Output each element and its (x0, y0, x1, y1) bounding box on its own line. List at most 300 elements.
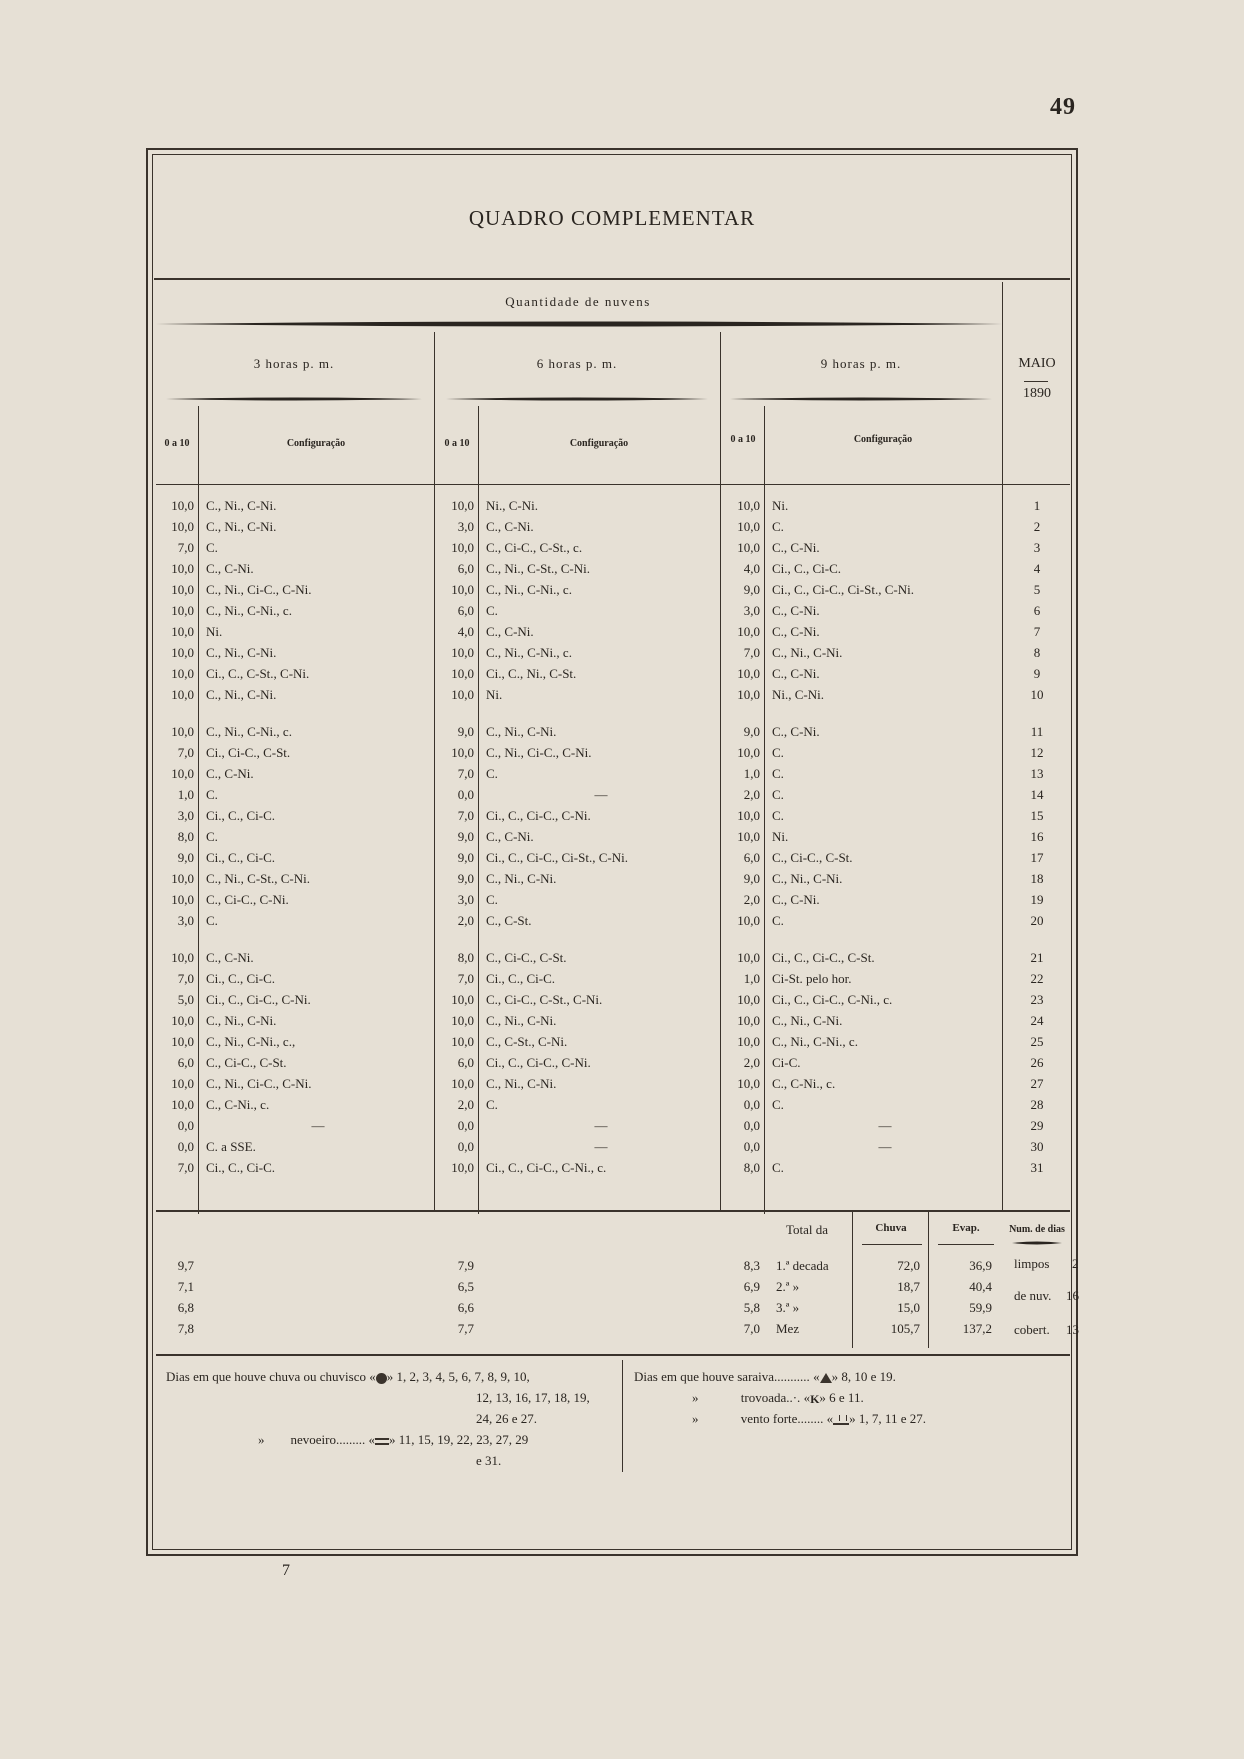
cloud-amount-6pm: 10,0 (451, 582, 474, 597)
cloud-config-6pm: — (594, 787, 608, 802)
month-label: MAIO (1018, 356, 1056, 371)
rain-days-1: 1, 2, 3, 4, 5, 6, 7, 8, 9, 10, (396, 1369, 530, 1384)
cloud-config-3pm: C., Ni., Ci-C., C-Ni. (206, 1076, 312, 1091)
total-chuva: 18,7 (897, 1279, 920, 1294)
totals-divider-2 (928, 1212, 929, 1348)
cloud-amount-6pm: 10,0 (451, 666, 474, 681)
totals-header: Total da (786, 1222, 829, 1237)
nuv-label: de nuv. (1014, 1288, 1052, 1303)
cloud-config-3pm: — (311, 1118, 325, 1133)
cloud-amount-9pm: 10,0 (737, 745, 760, 760)
day-number: 11 (1030, 724, 1044, 739)
cloud-config-3pm: C., Ni., C-Ni., c., (206, 1034, 296, 1049)
cloud-config-6pm: C., Ni., C-St., C-Ni. (486, 561, 591, 576)
day-number: 4 (1033, 561, 1041, 576)
cloud-config-3pm: C., Ni., C-Ni. (206, 498, 277, 513)
day-number: 25 (1030, 1034, 1044, 1049)
cloud-config-3pm: C. (206, 913, 218, 928)
cloud-config-6pm: C., Ni., C-Ni. (486, 1013, 557, 1028)
day-number: 6 (1033, 603, 1041, 618)
cloud-amount-6pm: 6,0 (457, 603, 474, 618)
cloud-amount-6pm: 6,0 (457, 1055, 474, 1070)
cloud-config-9pm: — (878, 1118, 892, 1133)
divider-month (1002, 282, 1003, 1212)
cloud-config-3pm: C. (206, 787, 218, 802)
day-number: 7 (1033, 624, 1041, 639)
evap-header: Evap. (952, 1222, 980, 1234)
cloud-config-3pm: C. (206, 829, 218, 844)
cloud-amount-9pm: 10,0 (737, 666, 760, 681)
day-number: 31 (1030, 1160, 1044, 1175)
period-header-6pm: 6 horas p. m. (536, 356, 618, 371)
cloud-amount-6pm: 0,0 (457, 1139, 474, 1154)
cloud-config-6pm: C., Ni., C-Ni. (486, 724, 557, 739)
cloud-amount-9pm: 6,0 (743, 850, 760, 865)
average-v9-3: 7,0 (743, 1321, 760, 1336)
title-area (154, 156, 1070, 280)
cloud-amount-9pm: 2,0 (743, 787, 760, 802)
cloud-amount-6pm: 10,0 (451, 1034, 474, 1049)
day-number: 12 (1030, 745, 1044, 760)
cloud-amount-6pm: 10,0 (451, 498, 474, 513)
day-number: 9 (1033, 666, 1041, 681)
cloud-config-3pm: Ci., C., Ci-C. (206, 1160, 275, 1175)
period-swell-9pm (730, 396, 992, 402)
cloud-amount-9pm: 7,0 (743, 645, 760, 660)
cloud-config-9pm: C. (772, 766, 784, 781)
thunder-days: 6 e 11. (829, 1390, 864, 1405)
cloud-config-9pm: C., Ci-C., C-St. (772, 850, 853, 865)
cloud-amount-6pm: 2,0 (457, 1097, 474, 1112)
cloud-amount-9pm: 9,0 (743, 871, 760, 886)
cloud-amount-6pm: 9,0 (457, 871, 474, 886)
thunder-prefix: » (692, 1390, 699, 1405)
cloud-config-9pm: Ci-C. (772, 1055, 801, 1070)
config-header-6pm: Configuração (569, 438, 629, 449)
cloud-config-3pm: C., Ni., C-St., C-Ni. (206, 871, 311, 886)
average-v9-2: 5,8 (743, 1300, 760, 1315)
num-dias-header: Num. de dias (1009, 1224, 1065, 1235)
cloud-config-9pm: C., C-Ni. (772, 540, 820, 555)
cloud-amount-3pm: 10,0 (171, 645, 194, 660)
period-header-3pm: 3 horas p. m. (253, 356, 335, 371)
cloud-amount-6pm: 0,0 (457, 1118, 474, 1133)
cloud-amount-6pm: 7,0 (457, 971, 474, 986)
average-v3-2: 6,8 (177, 1300, 194, 1315)
cloud-amount-9pm: 10,0 (737, 498, 760, 513)
cloud-config-9pm: C. (772, 519, 784, 534)
cloud-amount-9pm: 2,0 (743, 1055, 760, 1070)
summary-rule (156, 1210, 1070, 1212)
limpos-value: 2 (1072, 1256, 1079, 1271)
cloud-amount-3pm: 7,0 (177, 745, 194, 760)
chuva-header-rule (862, 1244, 922, 1245)
footer-signature: 7 (282, 1562, 290, 1579)
cloud-config-6pm: C. (486, 766, 498, 781)
day-number: 26 (1030, 1055, 1044, 1070)
day-number: 18 (1030, 871, 1044, 886)
cloud-amount-6pm: 10,0 (451, 992, 474, 1007)
cloud-amount-3pm: 10,0 (171, 1097, 194, 1112)
cloud-amount-9pm: 2,0 (743, 892, 760, 907)
rain-days-line-3: 24, 26 e 27. (476, 1411, 538, 1426)
cloud-amount-6pm: 4,0 (457, 624, 474, 639)
cloud-amount-3pm: 10,0 (171, 666, 194, 681)
cloud-config-9pm: C., Ni., C-Ni. (772, 645, 843, 660)
scale-header-6pm: 0 a 10 (444, 438, 470, 449)
hail-triangle-icon (820, 1373, 832, 1383)
cloud-config-6pm: — (594, 1118, 608, 1133)
nuv-value: 16 (1066, 1288, 1079, 1303)
cloud-config-9pm: C. (772, 808, 784, 823)
day-number: 13 (1030, 766, 1044, 781)
cloud-config-9pm: C., C-Ni. (772, 724, 820, 739)
cloud-amount-6pm: 10,0 (451, 687, 474, 702)
cloud-amount-6pm: 0,0 (457, 787, 474, 802)
cloud-config-3pm: C., C-Ni. (206, 561, 254, 576)
period-swell-3pm (166, 396, 422, 402)
cloud-amount-9pm: 10,0 (737, 913, 760, 928)
cloud-amount-3pm: 3,0 (177, 808, 194, 823)
cloud-config-3pm: Ci., C., Ci-C., C-Ni. (206, 992, 311, 1007)
cloud-amount-9pm: 4,0 (743, 561, 760, 576)
scale-header-9pm: 0 a 10 (730, 434, 756, 445)
cobert-value: 13 (1066, 1322, 1079, 1337)
cloud-amount-6pm: 7,0 (457, 808, 474, 823)
average-v3-3: 7,8 (177, 1321, 194, 1336)
cloud-config-3pm: C. (206, 540, 218, 555)
scale-header-3pm: 0 a 10 (164, 438, 190, 449)
rain-label: Dias em que houve chuva ou chuvisco (166, 1369, 367, 1384)
cloud-amount-3pm: 10,0 (171, 519, 194, 534)
cloud-amount-9pm: 10,0 (737, 519, 760, 534)
cloud-config-6pm: Ci., C., Ci-C., C-Ni. (486, 1055, 591, 1070)
cloud-config-6pm: C., Ci-C., C-St., C-Ni. (486, 992, 603, 1007)
total-evap: 59,9 (969, 1300, 992, 1315)
average-v9-1: 6,9 (743, 1279, 760, 1294)
day-number: 19 (1030, 892, 1044, 907)
day-number: 16 (1030, 829, 1044, 844)
cloud-config-3pm: C. a SSE. (206, 1139, 256, 1154)
cloud-amount-9pm: 9,0 (743, 724, 760, 739)
cloud-config-3pm: Ci., C., C-St., C-Ni. (206, 666, 310, 681)
day-number: 2 (1033, 519, 1041, 534)
cloud-amount-6pm: 10,0 (451, 745, 474, 760)
legend-top-rule (156, 1354, 1070, 1356)
cloud-config-9pm: Ci., C., Ci-C. (772, 561, 841, 576)
average-v6-0: 7,9 (457, 1258, 474, 1273)
cloud-amount-3pm: 0,0 (177, 1118, 194, 1133)
hail-legend: Dias em que houve saraiva........... « » 8, 10 e 19. (634, 1369, 896, 1384)
fog-lines-icon (375, 1438, 389, 1445)
cloud-config-9pm: C., Ni., C-Ni. (772, 1013, 843, 1028)
day-number: 30 (1030, 1139, 1044, 1154)
cloud-config-9pm: Ni. (772, 498, 789, 513)
cloud-amount-3pm: 10,0 (171, 561, 194, 576)
cloud-amount-6pm: 10,0 (451, 1013, 474, 1028)
divider-period-3-6 (434, 332, 435, 1212)
cloud-config-6pm: Ci., C., Ci-C., Ci-St., C-Ni. (486, 850, 628, 865)
cloud-config-9pm: Ci., C., Ci-C., C-Ni., c. (772, 992, 893, 1007)
cloud-amount-3pm: 10,0 (171, 498, 194, 513)
cloud-config-9pm: C., C-Ni. (772, 666, 820, 681)
total-chuva: 105,7 (890, 1321, 920, 1336)
period-swell-6pm (446, 396, 708, 402)
cloud-amount-6pm: 9,0 (457, 850, 474, 865)
day-number: 1 (1033, 498, 1041, 513)
total-chuva: 72,0 (897, 1258, 920, 1273)
cloud-amount-6pm: 9,0 (457, 724, 474, 739)
day-number: 17 (1030, 850, 1044, 865)
day-number: 10 (1030, 687, 1044, 702)
evap-header-rule (938, 1244, 994, 1245)
cloud-amount-6pm: 3,0 (457, 519, 474, 534)
cloud-config-6pm: C., Ni., C-Ni. (486, 1076, 557, 1091)
day-number: 15 (1030, 808, 1044, 823)
cloud-config-3pm: C., C-Ni. (206, 766, 254, 781)
chuva-header: Chuva (875, 1222, 907, 1234)
cobert-label: cobert. (1014, 1322, 1050, 1337)
cloud-amount-9pm: 9,0 (743, 582, 760, 597)
cloud-config-9pm: C., C-Ni. (772, 624, 820, 639)
cloud-amount-6pm: 6,0 (457, 561, 474, 576)
cloud-config-6pm: C., Ni., C-Ni., c. (486, 645, 572, 660)
cloud-amount-3pm: 7,0 (177, 1160, 194, 1175)
cloud-config-9pm: C. (772, 913, 784, 928)
cloud-config-3pm: Ci., C., Ci-C. (206, 808, 275, 823)
cloud-amount-3pm: 6,0 (177, 1055, 194, 1070)
cloud-amount-3pm: 10,0 (171, 724, 194, 739)
cloud-amount-3pm: 10,0 (171, 892, 194, 907)
cloud-amount-3pm: 8,0 (177, 829, 194, 844)
day-number: 29 (1030, 1118, 1044, 1133)
cloud-amount-6pm: 3,0 (457, 892, 474, 907)
config-header-9pm: Configuração (853, 434, 913, 445)
cloud-config-9pm: C. (772, 787, 784, 802)
average-v3-0: 9,7 (177, 1258, 194, 1273)
cloud-config-9pm: C. (772, 745, 784, 760)
cloud-amount-3pm: 7,0 (177, 971, 194, 986)
day-number: 5 (1033, 582, 1041, 597)
rain-dot-icon (376, 1373, 387, 1384)
cloud-amount-9pm: 10,0 (737, 687, 760, 702)
cloud-config-3pm: C., Ni., C-Ni., c. (206, 724, 292, 739)
cloud-amount-6pm: 8,0 (457, 950, 474, 965)
day-number: 28 (1030, 1097, 1044, 1112)
cloud-amount-6pm: 7,0 (457, 766, 474, 781)
cloud-amount-9pm: 10,0 (737, 624, 760, 639)
cloud-config-9pm: C. (772, 1097, 784, 1112)
quantity-swell-rule (156, 320, 1002, 328)
cloud-config-3pm: C., Ni., Ci-C., C-Ni. (206, 582, 312, 597)
cloud-config-3pm: Ci., C., Ci-C. (206, 850, 275, 865)
cloud-amount-3pm: 0,0 (177, 1139, 194, 1154)
rain-legend: Dias em que houve chuva ou chuvisco « » 1, 2, 3, 4, 5, 6, 7, 8, 9, 10, (166, 1369, 530, 1384)
cloud-amount-9pm: 10,0 (737, 540, 760, 555)
cloud-config-6pm: C. (486, 1097, 498, 1112)
cloud-amount-9pm: 0,0 (743, 1097, 760, 1112)
cloud-config-3pm: C., Ci-C., C-St. (206, 1055, 287, 1070)
day-number: 20 (1030, 913, 1044, 928)
cloud-config-9pm: Ni. (772, 829, 789, 844)
cloud-amount-9pm: 1,0 (743, 766, 760, 781)
total-label: 2.ª » (776, 1279, 800, 1294)
cloud-amount-6pm: 10,0 (451, 540, 474, 555)
cloud-config-9pm: C., C-Ni., c. (772, 1076, 836, 1091)
period-header-9pm: 9 horas p. m. (820, 356, 902, 371)
cloud-config-6pm: C., C-Ni. (486, 829, 534, 844)
cloud-amount-9pm: 10,0 (737, 808, 760, 823)
cloud-amount-9pm: 10,0 (737, 1076, 760, 1091)
cloud-amount-9pm: 1,0 (743, 971, 760, 986)
cloud-config-6pm: C., Ci-C., C-St. (486, 950, 567, 965)
day-number: 27 (1030, 1076, 1044, 1091)
cloud-amount-9pm: 8,0 (743, 1160, 760, 1175)
cloud-amount-6pm: 10,0 (451, 1076, 474, 1091)
cloud-config-6pm: Ci., C., Ci-C., C-Ni., c. (486, 1160, 607, 1175)
cloud-amount-9pm: 10,0 (737, 1013, 760, 1028)
cloud-amount-9pm: 10,0 (737, 950, 760, 965)
cloud-amount-3pm: 10,0 (171, 687, 194, 702)
cloud-config-3pm: Ci., Ci-C., C-St. (206, 745, 291, 760)
hail-days: 8, 10 e 19. (841, 1369, 896, 1384)
day-number: 8 (1033, 645, 1041, 660)
cloud-amount-3pm: 5,0 (177, 992, 194, 1007)
header-bottom-rule (156, 484, 1070, 485)
cloud-amount-3pm: 10,0 (171, 1034, 194, 1049)
cloud-amount-3pm: 10,0 (171, 624, 194, 639)
cloud-amount-3pm: 7,0 (177, 540, 194, 555)
month-rule (1024, 381, 1048, 382)
cloud-config-6pm: C., C-Ni. (486, 519, 534, 534)
cloud-config-3pm: C., Ni., C-Ni. (206, 519, 277, 534)
cloud-amount-3pm: 3,0 (177, 913, 194, 928)
cloud-amount-9pm: 0,0 (743, 1139, 760, 1154)
total-evap: 137,2 (962, 1321, 992, 1336)
total-evap: 40,4 (969, 1279, 992, 1294)
cloud-config-6pm: C., Ni., C-Ni., c. (486, 582, 572, 597)
cloud-amount-3pm: 10,0 (171, 582, 194, 597)
cloud-config-6pm: — (594, 1139, 608, 1154)
cloud-config-3pm: C., C-Ni. (206, 950, 254, 965)
cloud-config-6pm: C. (486, 892, 498, 907)
cloud-config-3pm: C., Ni., C-Ni. (206, 1013, 277, 1028)
cloud-amount-3pm: 10,0 (171, 1013, 194, 1028)
cloud-config-6pm: Ci., C., Ni., C-St. (486, 666, 577, 681)
day-number: 22 (1030, 971, 1044, 986)
cloud-config-9pm: C., Ni., C-Ni., c. (772, 1034, 858, 1049)
cloud-config-6pm: C. (486, 603, 498, 618)
average-v3-1: 7,1 (177, 1279, 194, 1294)
cloud-amount-6pm: 10,0 (451, 1160, 474, 1175)
cloud-config-6pm: C., Ci-C., C-St., c. (486, 540, 583, 555)
day-number: 3 (1033, 540, 1041, 555)
divider-scale-6pm (478, 406, 479, 1214)
wind-symbol-icon (833, 1415, 849, 1425)
cloud-config-9pm: C. (772, 1160, 784, 1175)
legend-divider (622, 1360, 623, 1472)
cloud-config-9pm: Ci., C., Ci-C., Ci-St., C-Ni. (772, 582, 914, 597)
divider-period-6-9 (720, 332, 721, 1212)
total-evap: 36,9 (969, 1258, 992, 1273)
fog-label: nevoeiro......... (290, 1432, 366, 1447)
average-v6-2: 6,6 (457, 1300, 474, 1315)
cloud-amount-3pm: 9,0 (177, 850, 194, 865)
fog-days-line-2: e 31. (476, 1453, 502, 1468)
day-number: 21 (1030, 950, 1044, 965)
cloud-config-3pm: C., C-Ni., c. (206, 1097, 270, 1112)
page-title: QUADRO COMPLEMENTAR (468, 206, 756, 230)
cloud-config-6pm: C., C-St. (486, 913, 532, 928)
cloud-config-3pm: C., Ni., C-Ni., c. (206, 603, 292, 618)
cloud-amount-3pm: 10,0 (171, 766, 194, 781)
thunder-legend: » trovoada..·. «K» 6 e 11. (692, 1387, 864, 1410)
cloud-amount-3pm: 10,0 (171, 1076, 194, 1091)
cloud-config-6pm: C., Ni., Ci-C., C-Ni. (486, 745, 592, 760)
cloud-amount-9pm: 0,0 (743, 1118, 760, 1133)
thunder-symbol-icon: K (810, 1391, 820, 1406)
wind-prefix: » (692, 1411, 699, 1426)
total-label: 3.ª » (776, 1300, 800, 1315)
cloud-config-3pm: C., Ni., C-Ni. (206, 645, 277, 660)
cloud-config-6pm: C., Ni., C-Ni. (486, 871, 557, 886)
cloud-config-9pm: Ci., C., Ci-C., C-St. (772, 950, 875, 965)
cloud-amount-3pm: 10,0 (171, 950, 194, 965)
fog-prefix: » (258, 1432, 265, 1447)
cloud-amount-6pm: 2,0 (457, 913, 474, 928)
cloud-config-6pm: Ni. (486, 687, 503, 702)
cloud-config-6pm: Ci., C., Ci-C., C-Ni. (486, 808, 591, 823)
cloud-amount-9pm: 10,0 (737, 992, 760, 1007)
cloud-config-9pm: Ni., C-Ni. (772, 687, 824, 702)
cloud-config-3pm: C., Ci-C., C-Ni. (206, 892, 289, 907)
wind-days: 1, 7, 11 e 27. (858, 1411, 926, 1426)
page-number: 49 (1050, 94, 1076, 120)
cloud-config-6pm: Ci., C., Ci-C. (486, 971, 555, 986)
thunder-label: trovoada..·. (740, 1390, 801, 1405)
hail-label: Dias em que houve saraiva........... (634, 1369, 810, 1384)
totals-divider-1 (852, 1212, 853, 1348)
cloud-config-3pm: Ci., C., Ci-C. (206, 971, 275, 986)
config-header-3pm: Configuração (286, 438, 346, 449)
rain-days-line-2: 12, 13, 16, 17, 18, 19, (476, 1390, 590, 1405)
cloud-amount-3pm: 10,0 (171, 871, 194, 886)
quantity-label: Quantidade de nuvens (505, 294, 651, 309)
cloud-config-9pm: C., Ni., C-Ni. (772, 871, 843, 886)
cloud-amount-3pm: 1,0 (177, 787, 194, 802)
wind-label: vento forte........ (740, 1411, 824, 1426)
limpos-label: limpos (1014, 1256, 1050, 1271)
cloud-config-9pm: C., C-Ni. (772, 892, 820, 907)
average-v9-0: 8,3 (743, 1258, 760, 1273)
cloud-config-6pm: C., C-St., C-Ni. (486, 1034, 568, 1049)
cloud-config-9pm: C., C-Ni. (772, 603, 820, 618)
wind-legend: » vento forte........ « » 1, 7, 11 e 27. (692, 1411, 926, 1426)
cloud-amount-9pm: 10,0 (737, 1034, 760, 1049)
cloud-config-9pm: — (878, 1139, 892, 1154)
day-number: 23 (1030, 992, 1044, 1007)
total-chuva: 15,0 (897, 1300, 920, 1315)
divider-scale-3pm (198, 406, 199, 1214)
fog-days-1: 11, 15, 19, 22, 23, 27, 29 (398, 1432, 529, 1447)
cloud-config-6pm: C., C-Ni. (486, 624, 534, 639)
divider-scale-9pm (764, 406, 765, 1214)
cloud-config-9pm: Ci-St. pelo hor. (772, 971, 852, 986)
total-label: 1.ª decada (776, 1258, 829, 1273)
cloud-amount-6pm: 10,0 (451, 645, 474, 660)
average-v6-1: 6,5 (457, 1279, 474, 1294)
total-label: Mez (776, 1321, 800, 1336)
